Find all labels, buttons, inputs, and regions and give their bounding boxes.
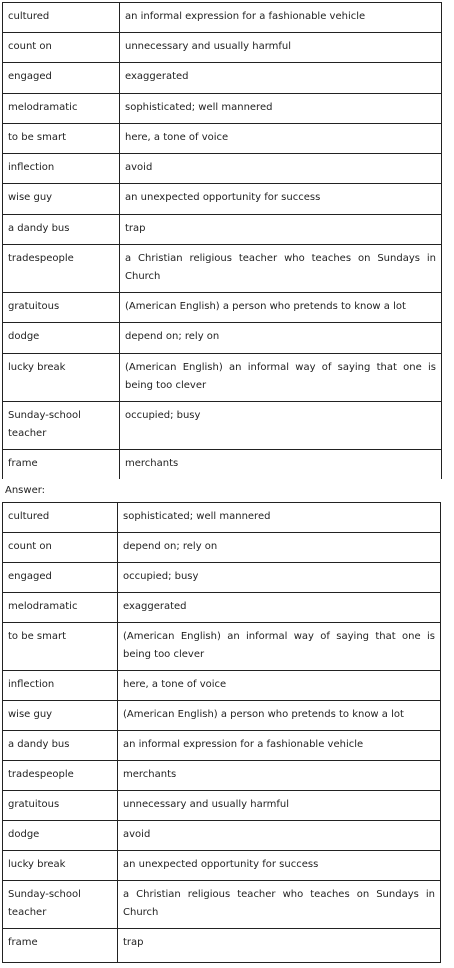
definition-cell: exaggerated [118, 593, 441, 623]
term-cell: Sunday-school teacher [3, 881, 118, 929]
term-cell: frame [3, 450, 120, 479]
term-cell: melodramatic [3, 593, 118, 623]
definition-cell: unnecessary and usually harmful [120, 33, 442, 63]
term-cell: dodge [3, 821, 118, 851]
table-row [3, 851, 441, 881]
term-cell: lucky break [3, 851, 118, 881]
definition-cell: depend on; rely on [118, 533, 441, 563]
term-cell: melodramatic [3, 93, 120, 123]
definition-cell: (American English) a person who pretends to know a lot [120, 293, 442, 323]
term-cell: tradespeople [3, 761, 118, 791]
term-cell: lucky break [3, 353, 120, 401]
term-cell: to be smart [3, 123, 120, 153]
term-cell: a dandy bus [3, 214, 120, 244]
table-row [3, 563, 441, 593]
term-cell: gratuitous [3, 293, 120, 323]
table-row [3, 184, 442, 214]
table-row [3, 701, 441, 731]
definition-cell: an unexpected opportunity for success [120, 184, 442, 214]
term-cell: a dandy bus [3, 731, 118, 761]
term-cell: count on [3, 33, 120, 63]
definition-cell: trap [118, 929, 441, 963]
definition-cell: unnecessary and usually harmful [118, 791, 441, 821]
definition-cell: (American English) an informal way of saying that one is being too clever [118, 623, 441, 671]
term-cell: dodge [3, 323, 120, 353]
definition-cell: (American English) an informal way of saying that one is being too clever [120, 353, 442, 401]
table-row [3, 293, 442, 323]
term-cell: to be smart [3, 623, 118, 671]
table-row [3, 93, 442, 123]
table-row [3, 450, 442, 479]
table-row [3, 401, 442, 449]
definition-cell: trap [120, 214, 442, 244]
table-row [3, 353, 442, 401]
term-cell: engaged [3, 63, 120, 93]
definition-cell: here, a tone of voice [118, 671, 441, 701]
term-cell: Sunday-school teacher [3, 401, 120, 449]
table-row [3, 791, 441, 821]
definition-cell: an unexpected opportunity for success [118, 851, 441, 881]
term-cell: wise guy [3, 701, 118, 731]
term-cell: engaged [3, 563, 118, 593]
table-row [3, 63, 442, 93]
table-row [3, 323, 442, 353]
term-cell: wise guy [3, 184, 120, 214]
definition-cell: occupied; busy [118, 563, 441, 593]
definition-cell: occupied; busy [120, 401, 442, 449]
definition-cell: an informal expression for a fashionable vehicle [118, 731, 441, 761]
table-row [3, 503, 441, 533]
definition-cell: a Christian religious teacher who teaches on Sundays in Church [120, 244, 442, 292]
definition-cell: a Christian religious teacher who teaches on Sundays in Church [118, 881, 441, 929]
definition-cell: depend on; rely on [120, 323, 442, 353]
table-row [3, 929, 441, 963]
definition-cell: sophisticated; well mannered [120, 93, 442, 123]
table-row [3, 731, 441, 761]
table-row [3, 123, 442, 153]
term-cell: inflection [3, 671, 118, 701]
term-cell: count on [3, 533, 118, 563]
table-row [3, 33, 442, 63]
definition-cell: avoid [118, 821, 441, 851]
definition-cell: here, a tone of voice [120, 123, 442, 153]
definition-cell: avoid [120, 154, 442, 184]
definition-cell: sophisticated; well mannered [118, 503, 441, 533]
term-cell: inflection [3, 154, 120, 184]
table-row [3, 881, 441, 929]
exercise-table [2, 2, 442, 479]
term-cell: frame [3, 929, 118, 963]
definition-cell: merchants [118, 761, 441, 791]
table-row [3, 623, 441, 671]
table-row [3, 154, 442, 184]
term-cell: gratuitous [3, 791, 118, 821]
table-row [3, 593, 441, 623]
answer-label: Answer: [5, 485, 46, 496]
answer-table [2, 502, 441, 963]
definition-cell: merchants [120, 450, 442, 479]
table-row [3, 533, 441, 563]
term-cell: tradespeople [3, 244, 120, 292]
term-cell: cultured [3, 3, 120, 33]
table-row [3, 244, 442, 292]
table-row [3, 3, 442, 33]
definition-cell: exaggerated [120, 63, 442, 93]
table-row [3, 214, 442, 244]
table-row [3, 761, 441, 791]
table-row [3, 821, 441, 851]
definition-cell: (American English) a person who pretends to know a lot [118, 701, 441, 731]
term-cell: cultured [3, 503, 118, 533]
table-row [3, 671, 441, 701]
definition-cell: an informal expression for a fashionable vehicle [120, 3, 442, 33]
